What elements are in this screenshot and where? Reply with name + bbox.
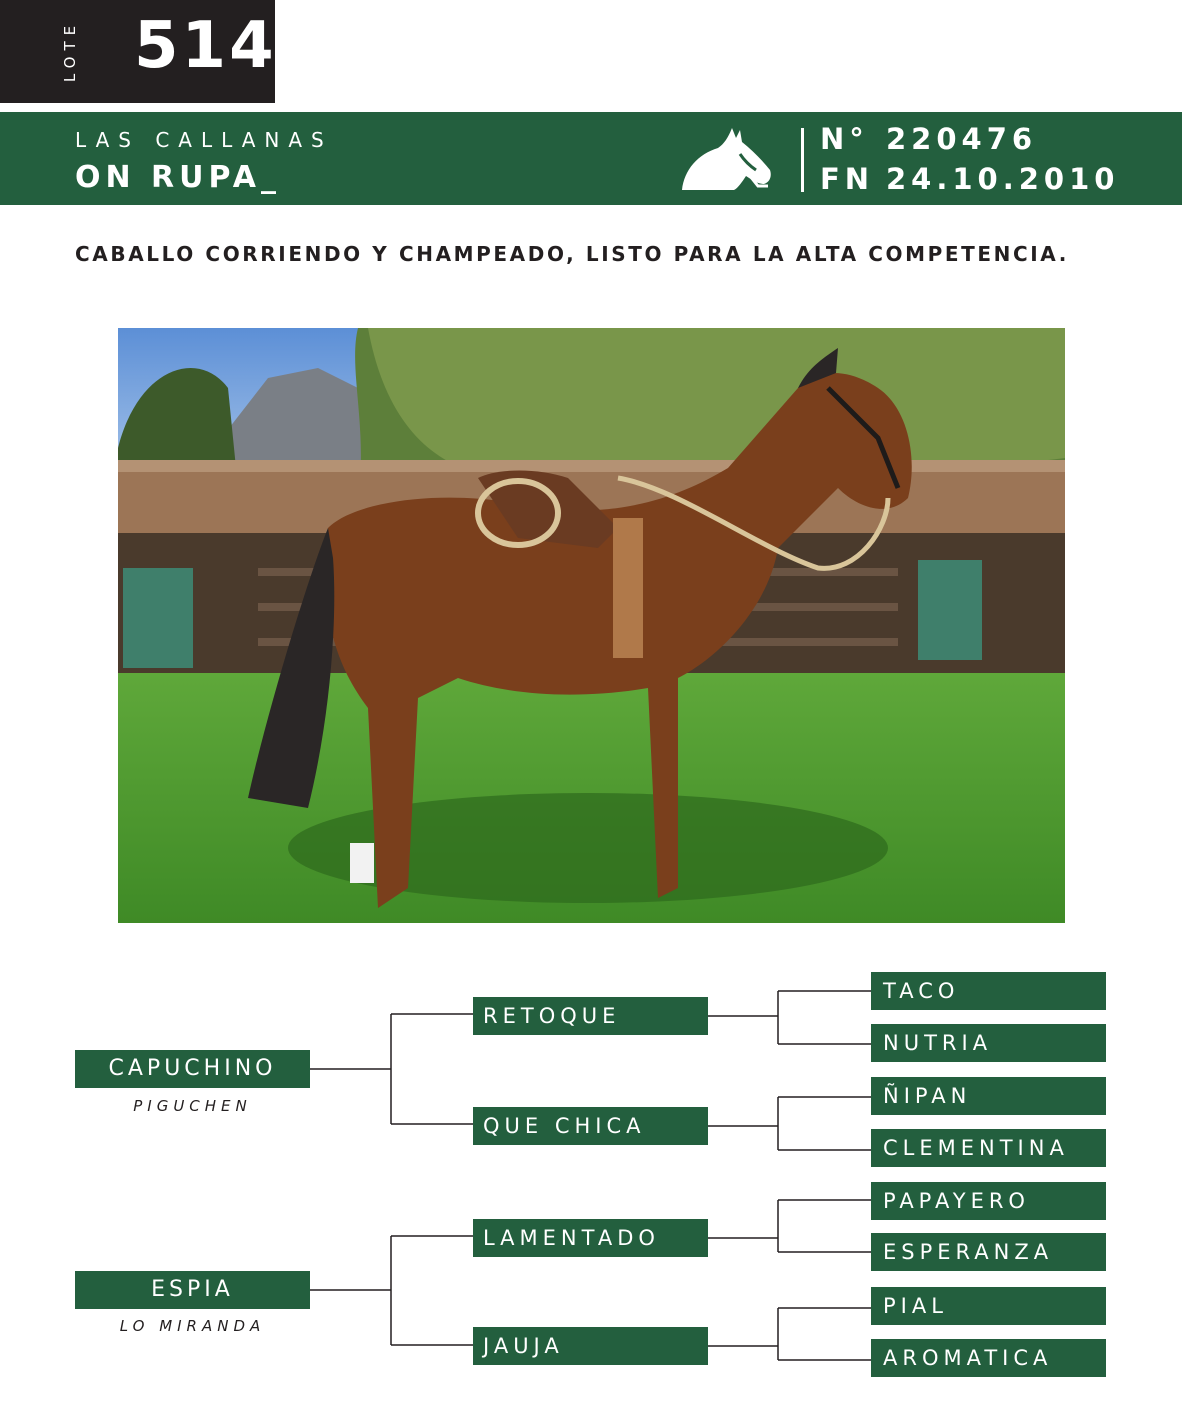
great-grandparent-box: TACO — [871, 972, 1106, 1010]
horse-description: CABALLO CORRIENDO Y CHAMPEADO, LISTO PARA LA ALTA COMPETENCIA. — [75, 242, 1069, 266]
dam-dam-box: JAUJA — [473, 1327, 708, 1365]
sire-box: CAPUCHINO — [75, 1050, 310, 1088]
great-grandparent-box: ÑIPAN — [871, 1077, 1106, 1115]
dam-sire-box: LAMENTADO — [473, 1219, 708, 1257]
great-grandparent-box: AROMATICA — [871, 1339, 1106, 1377]
lot-label: LOTE — [61, 19, 79, 83]
sire-dam-box: QUE CHICA — [473, 1107, 708, 1145]
birth-label: FN — [820, 162, 875, 196]
registration-label: N° — [820, 122, 869, 156]
great-grandparent-box: PIAL — [871, 1287, 1106, 1325]
sire-breeder: PIGUCHEN — [133, 1097, 252, 1115]
sire-sire-box: RETOQUE — [473, 997, 708, 1035]
dam-box: ESPIA — [75, 1271, 310, 1309]
great-grandparent-box: NUTRIA — [871, 1024, 1106, 1062]
dam-breeder: LO MIRANDA — [119, 1317, 266, 1335]
great-grandparent-box: ESPERANZA — [871, 1233, 1106, 1271]
great-grandparent-box: PAPAYERO — [871, 1182, 1106, 1220]
lot-number: 514 — [134, 9, 277, 83]
horse-name: ON RUPA_ — [75, 160, 281, 195]
registration-number: 220476 — [886, 122, 1038, 156]
birth-date: 24.10.2010 — [886, 162, 1120, 196]
great-grandparent-box: CLEMENTINA — [871, 1129, 1106, 1167]
breeder-name: LAS CALLANAS — [75, 128, 333, 152]
